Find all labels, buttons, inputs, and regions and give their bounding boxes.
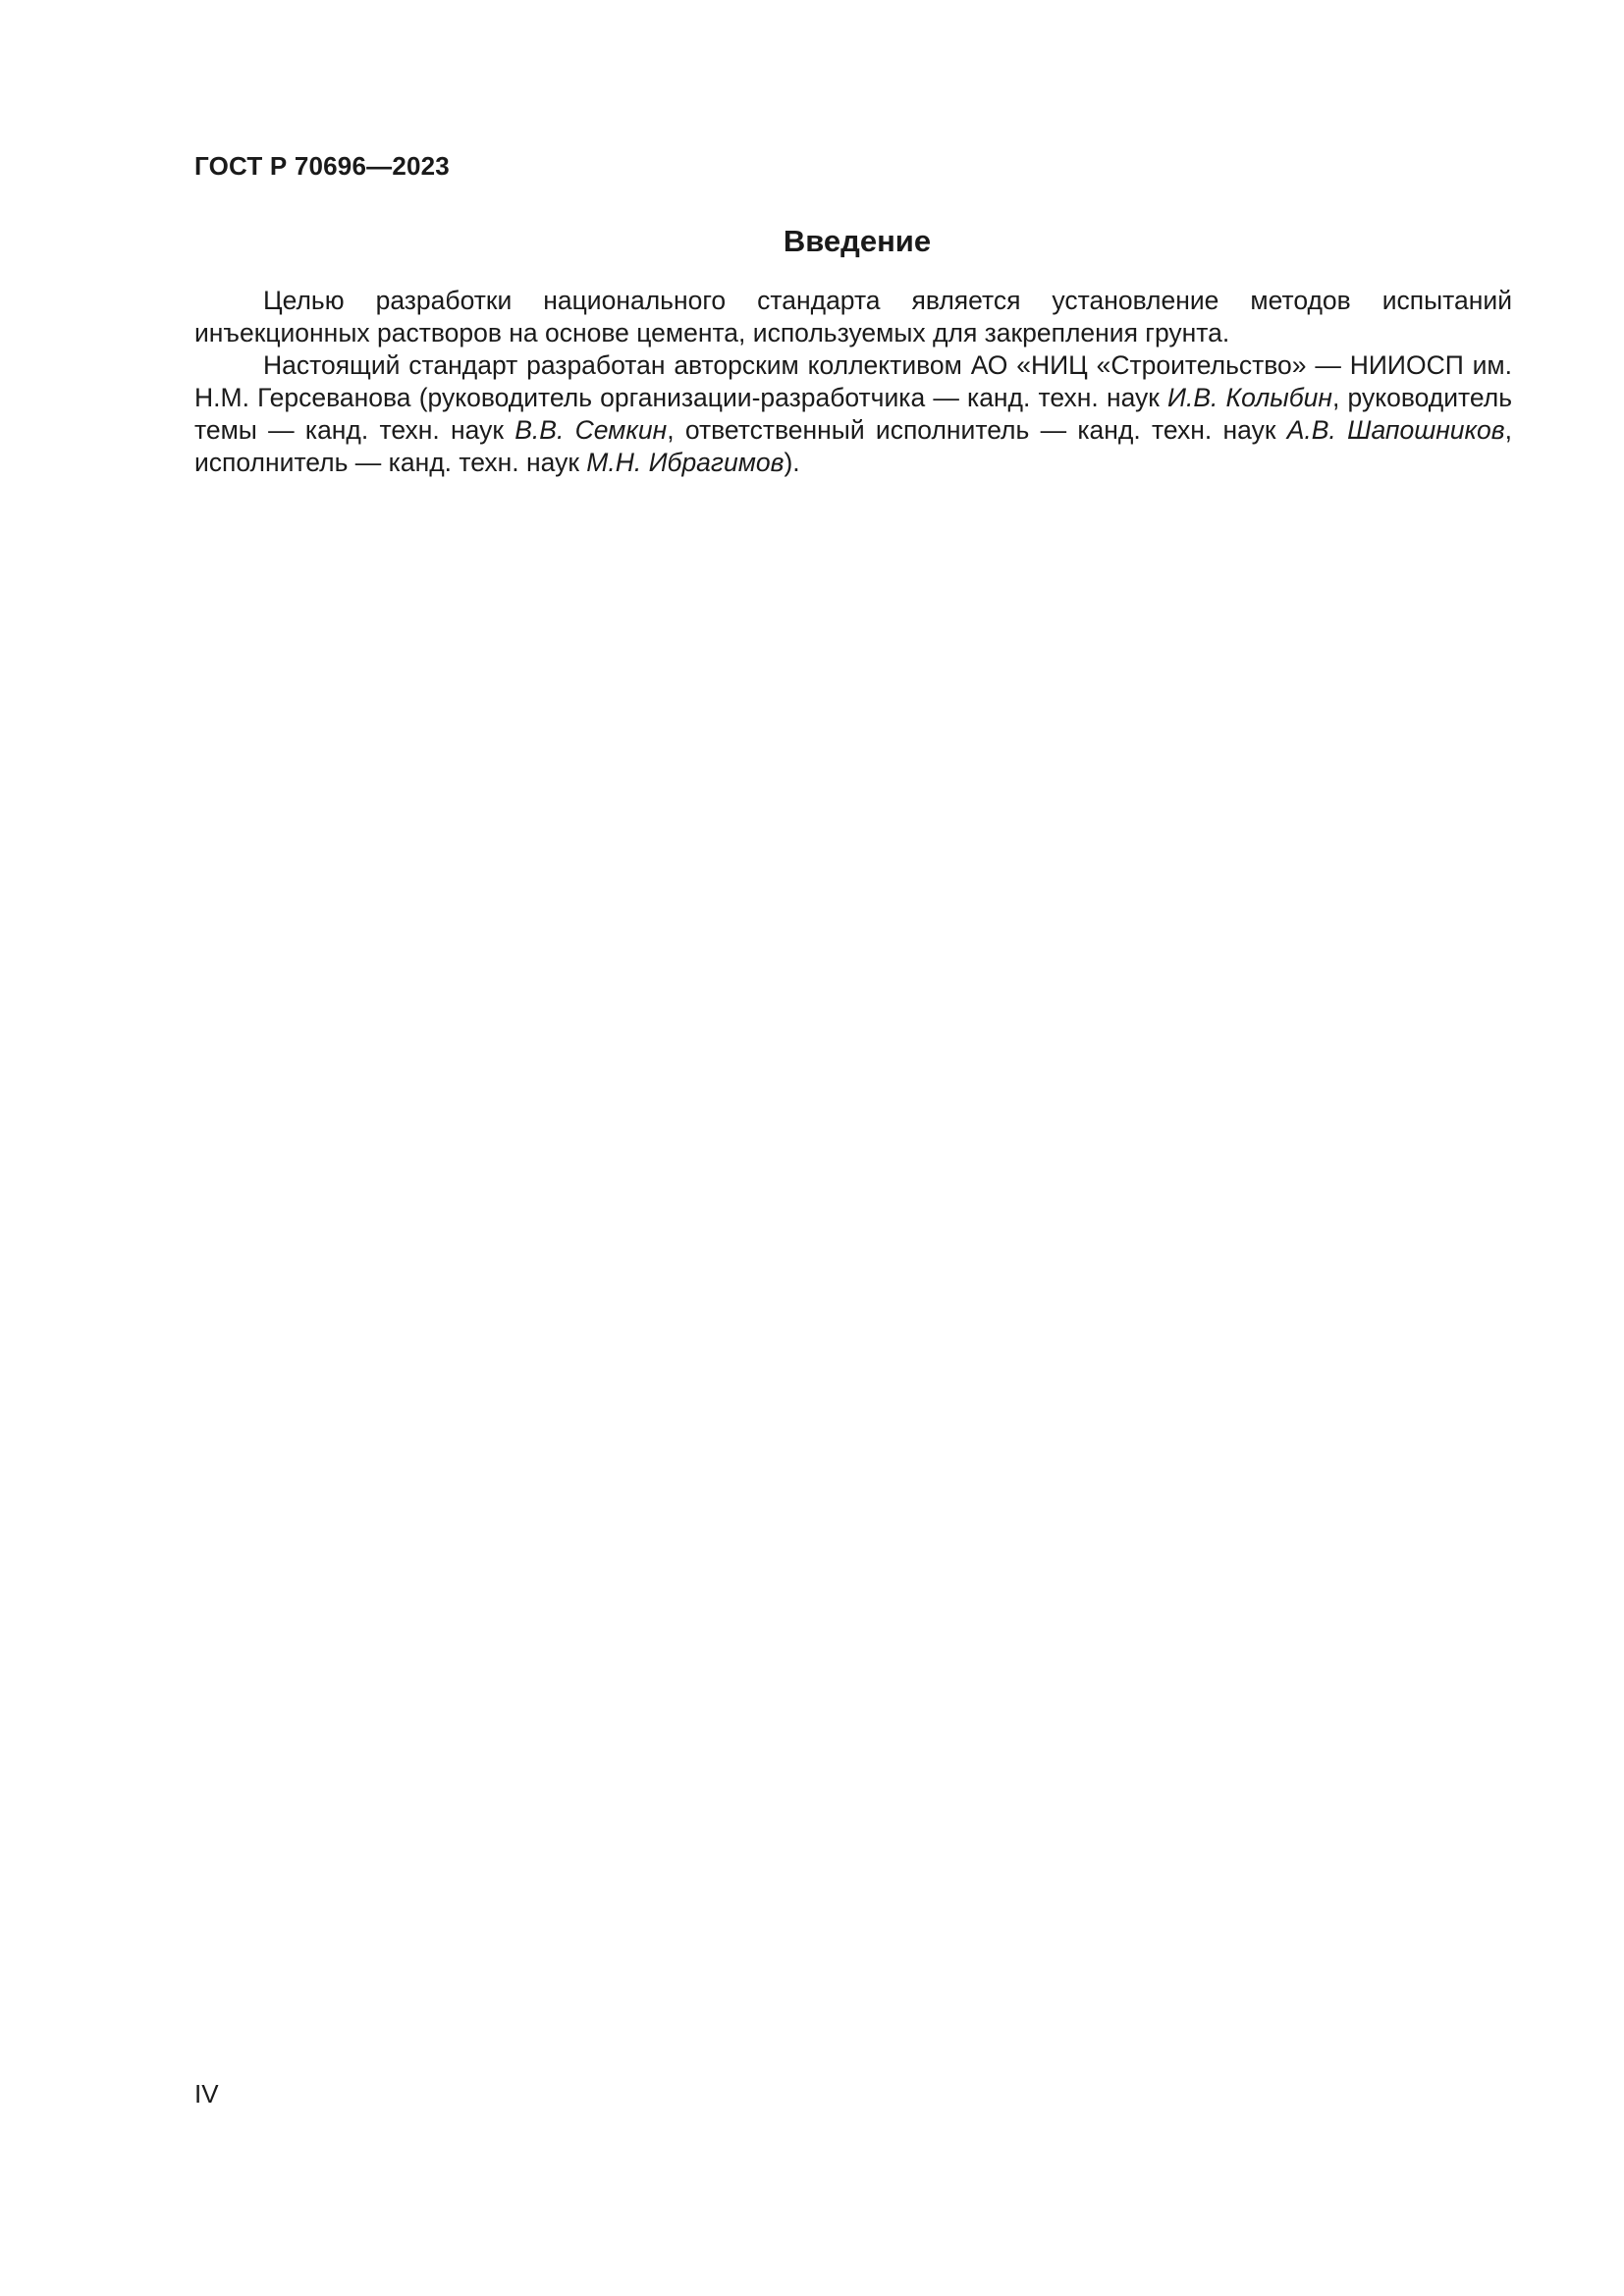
authors-text-3: , ответственный исполнитель — канд. техн. наук [667,415,1287,445]
page-number: IV [194,2079,219,2109]
author-name-semkin: В.В. Семкин [514,415,668,445]
authors-text-2: , руководитель темы — канд. техн. наук [194,383,1513,445]
document-code: ГОСТ Р 70696—2023 [194,151,450,181]
paragraph-purpose: Целью разработки национального стандарта является установление методов испытаний инъекционных растворов на основе цемента, используемых для закрепления грунта. [194,286,1512,347]
body-text [194,285,1512,479]
authors-text-5: ). [784,448,800,477]
authors-text-1: Настоящий стандарт разработан авторским коллективом АО «НИЦ «Строительство» — НИИОСП им. Н.М. Герсеванова (руководитель организации-разработчика — канд. техн. наук [194,350,1512,412]
paragraph-authors [194,349,1512,479]
section-title: Введение [783,224,932,258]
author-name-ibragimov: М.Н. Ибрагимов [586,448,785,477]
author-name-shaposhnikov: А.В. Шапошников [1286,415,1505,445]
authors-text-4: , исполнитель — канд. техн. наук [194,415,1512,477]
author-name-kolybin: И.В. Колыбин [1167,383,1332,412]
